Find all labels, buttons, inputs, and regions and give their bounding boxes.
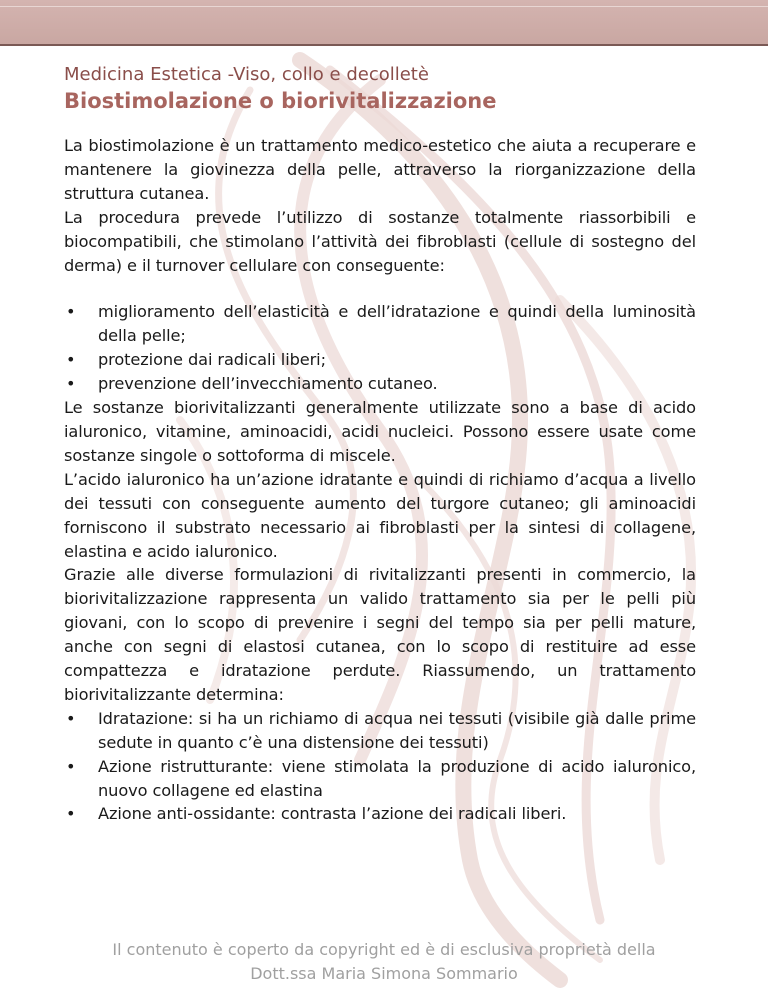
list-item: • protezione dai radicali liberi; (64, 348, 696, 372)
bullet-icon: • (66, 374, 76, 394)
copyright-line-2: Dott.ssa Maria Simona Sommario (250, 964, 518, 983)
benefits-list (64, 300, 696, 396)
hyaluronic-paragraph: L’acido ialuronico ha un’azione idratante e quindi di richiamo d’acqua a livello dei tessuti con conseguente aumento del turgore cutaneo; gli aminoacidi forniscono il substrato necessario ai fibroblasti per la sintesi di collagene, elastina e acido ialuronico. (64, 469, 696, 561)
intro-paragraph: La biostimolazione è un trattamento medico-estetico che aiuta a recuperare e mantenere la giovinezza della pelle, attraverso la riorganizzazione della struttura cutanea. (64, 136, 696, 203)
bullet-icon: • (66, 350, 76, 370)
list-item: • Azione ristrutturante: viene stimolata la produzione di acido ialuronico, nuovo collagene ed elastina (66, 756, 696, 800)
substances-paragraph: Le sostanze biorivitalizzanti generalmente utilizzate sono a base di acido ialuronico, vitamine, aminoacidi, acidi nucleici. Possono essere usate come sostanze singole o sottoforma di miscele. (64, 398, 696, 465)
effects-list (64, 707, 696, 827)
list-item: • Azione anti-ossidante: contrasta l’azione dei radicali liberi. (64, 802, 696, 826)
copyright-footer (0, 938, 768, 986)
bullet-icon: • (66, 708, 76, 728)
bullet-icon: • (66, 804, 76, 824)
procedure-paragraph: La procedura prevede l’utilizzo di sostanze totalmente riassorbibili e biocompatibili, che stimolano l’attività dei fibroblasti (cellule di sostegno del derma) e il turnover cellulare con conseguente: (64, 207, 696, 275)
list-item: • prevenzione dell’invecchiamento cutaneo. (64, 372, 696, 396)
document-body (64, 62, 696, 826)
bullet-icon: • (66, 756, 76, 776)
formulations-paragraph: Grazie alle diverse formulazioni di rivitalizzanti presenti in commercio, la biorivitalizzazione rappresenta un valido trattamento sia per le pelli più giovani, con lo scopo di prevenire i segni del tempo sia per pelli mature, anche con segni di elastosi cutanea, con lo scopo di restituire ad esse compattezza e idratazione perdute. Riassumendo, un trattamento biorivitalizzante determina: (64, 565, 696, 704)
section-subtitle: Medicina Estetica -Viso, collo e decolletè (64, 64, 429, 85)
top-bar (0, 0, 768, 46)
paragraph-spacer (64, 277, 696, 300)
list-item: • Idratazione: si ha un richiamo di acqua nei tessuti (visibile già dalle prime sedute in quanto c’è una distensione dei tessuti) (66, 708, 696, 752)
page-title: Biostimolazione o biorivitalizzazione (64, 89, 497, 113)
copyright-line-1: Il contenuto è coperto da copyright ed è di esclusiva proprietà della (112, 940, 656, 959)
bullet-icon: • (66, 302, 76, 322)
list-item: • miglioramento dell’elasticità e dell’idratazione e quindi della luminosità della pelle; (66, 302, 696, 346)
